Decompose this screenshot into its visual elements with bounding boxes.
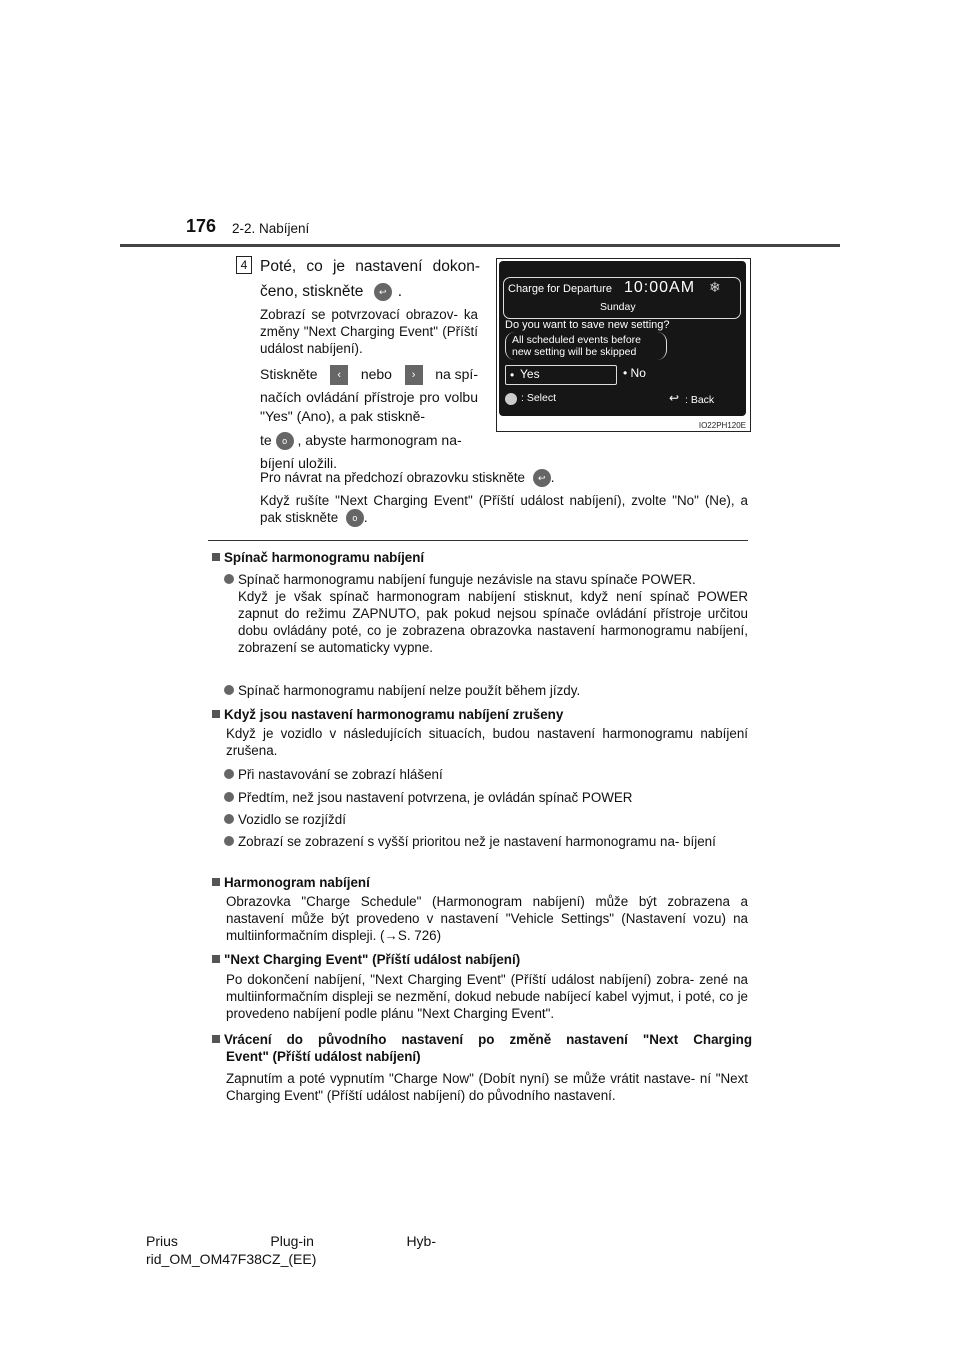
instruction-line: bíjení uložili. xyxy=(260,455,338,471)
back-arrow-icon: ↩ xyxy=(669,391,680,405)
back-note-text: Pro návrat na předchozí obrazovku stiskněte xyxy=(260,470,525,485)
bullet-dot-icon xyxy=(224,769,234,779)
footer-word: Plug-in xyxy=(270,1233,314,1249)
back-note-text: . xyxy=(550,470,555,485)
bullet-dot-icon xyxy=(224,814,234,824)
bullet-text: Při nastavování se zobrazí hlášení xyxy=(238,767,443,782)
climate-icon: ❄ xyxy=(709,279,721,295)
section-paragraph: Když je vozidlo v následujících situacích, budou nastavení harmonogramu nabíjení zrušena. xyxy=(226,726,748,758)
back-arrow-icon: ↩ xyxy=(533,469,551,487)
step-text-fragment: čeno, stiskněte xyxy=(260,283,364,300)
instruction-fragment: na spí- xyxy=(435,366,478,382)
section-paragraph: Obrazovka "Charge Schedule" (Harmonogram nabíjení) může být zobrazena a nastavení může být provedeno v nastavení "Vehicle Settings" (Nastavení vozu) na multiinformačním displeji. (→S. 726) xyxy=(226,894,748,943)
step-line: Poté, co je nastavení dokon- xyxy=(260,258,480,275)
bullet-dot-icon xyxy=(224,836,234,846)
section-heading xyxy=(212,549,752,566)
cancel-note xyxy=(260,492,748,527)
step-text xyxy=(260,254,480,304)
select-knob-icon xyxy=(505,393,517,405)
footer-line xyxy=(146,1232,436,1250)
select-hint: : Select xyxy=(521,392,557,404)
bullet-text: Zobrazí se zobrazení s vyšší prioritou než je nastavení harmonogramu na- bíjení xyxy=(238,834,716,849)
chevron-left-icon: ‹ xyxy=(330,365,348,385)
instruction-line xyxy=(260,363,478,386)
step-number: 4 xyxy=(236,256,252,274)
instruction-fragment: , abyste harmonogram na- xyxy=(297,432,462,448)
instruction-line: načích ovládání přístroje pro volbu "Yes" (Ano), a pak stiskně- xyxy=(260,389,478,424)
section-divider xyxy=(208,540,748,541)
bullet-paragraph: Spínač harmonogramu nabíjení funguje nezávisle na stavu spínače POWER. xyxy=(238,572,696,587)
footer-word: Hyb- xyxy=(406,1233,436,1249)
square-bullet-icon xyxy=(212,710,220,718)
bullet-text xyxy=(238,571,748,656)
cancel-note-text: Když rušíte "Next Charging Event" (Příští událost nabíjení), zvolte "No" (Ne), a pak stiskněte xyxy=(260,493,748,525)
square-bullet-icon xyxy=(212,1035,220,1043)
enter-knob-icon: o xyxy=(346,509,364,527)
section-title: 2-2. Nabíjení xyxy=(232,221,310,236)
screen-day: Sunday xyxy=(600,301,636,313)
screen-note-line: All scheduled events before xyxy=(512,334,641,346)
bullet-text: Vozidlo se rozjíždí xyxy=(238,812,346,827)
header-rule xyxy=(120,244,840,247)
bullet-paragraph: Když je však spínač harmonogram nabíjení stisknut, když není spínač POWER zapnut do režimu ZAPNUTO, pak pokud nejsou spínače ovládání přístroje určitou dobu ovládány poté, co je zobrazena obrazovka nastavení harmonogramu nabíjení, zobrazení se automaticky vypne. xyxy=(238,589,748,655)
screen-title: Charge for Departure xyxy=(508,283,612,295)
display-screen xyxy=(499,261,746,416)
section-heading xyxy=(212,1031,752,1065)
instruction xyxy=(260,363,478,475)
section-heading-text: Spínač harmonogramu nabíjení xyxy=(224,550,425,565)
bullet-dot-icon xyxy=(224,792,234,802)
back-hint: : Back xyxy=(685,394,715,406)
bullet-text: Spínač harmonogramu nabíjení nelze použít během jízdy. xyxy=(238,683,581,698)
section-heading xyxy=(212,951,752,968)
display-illustration xyxy=(496,258,751,432)
instruction-line xyxy=(260,429,478,452)
section-heading-text: Vrácení do původního nastavení po změně nastavení "Next Charging xyxy=(224,1032,752,1047)
footer-word: Prius xyxy=(146,1233,178,1249)
section-heading-line: Event" (Příští událost nabíjení) xyxy=(226,1049,421,1064)
footer xyxy=(146,1232,436,1268)
no-option[interactable]: • No xyxy=(623,366,646,380)
section-heading-text: Když jsou nastavení harmonogramu nabíjení zrušeny xyxy=(224,707,564,722)
section-paragraph: Zapnutím a poté vypnutím "Charge Now" (Dobít nyní) se může vrátit nastave- ní "Next Charging Event" (Příští událost nabíjení) do původního nastavení. xyxy=(226,1071,748,1103)
illustration-code: IO22PH120E xyxy=(698,421,746,430)
back-note xyxy=(260,469,750,487)
bullet-dot-icon xyxy=(224,574,234,584)
step-text-fragment: . xyxy=(397,283,403,300)
section-heading xyxy=(212,706,752,723)
step-line xyxy=(260,279,480,304)
yes-label: Yes xyxy=(520,367,540,381)
screen-note-line: new setting will be skipped xyxy=(512,346,637,358)
square-bullet-icon xyxy=(212,553,220,561)
back-arrow-icon: ↩ xyxy=(374,283,392,301)
no-label: No xyxy=(630,366,646,380)
instruction-fragment: nebo xyxy=(360,366,392,382)
chevron-right-icon: › xyxy=(405,365,423,385)
yes-option[interactable]: • Yes xyxy=(505,365,617,385)
screen-question: Do you want to save new setting? xyxy=(505,319,670,331)
square-bullet-icon xyxy=(212,878,220,886)
section-heading-text: "Next Charging Event" (Příští událost nabíjení) xyxy=(224,952,521,967)
screen-note xyxy=(512,334,641,358)
footer-line: rid_OM_OM47F38CZ_(EE) xyxy=(146,1251,317,1267)
square-bullet-icon xyxy=(212,955,220,963)
section-heading-line xyxy=(212,1031,752,1048)
bullet-dot-icon xyxy=(224,685,234,695)
section-paragraph: Po dokončení nabíjení, "Next Charging Event" (Příští událost nabíjení) zobra- zené na multiinformačním displeji se nezmění, dokud nebude nabíjecí kabel vyjmut, i poté, co je provedeno nabíjení podle plánu "Next Charging Event". xyxy=(226,972,748,1021)
result-text: Zobrazí se potvrzovací obrazov- ka změny "Next Charging Event" (Příští událost nabíjení). xyxy=(260,307,478,356)
enter-knob-icon: o xyxy=(276,432,294,450)
section-heading xyxy=(212,874,752,891)
screen-time: 10:00AM xyxy=(624,279,696,296)
instruction-fragment: te xyxy=(260,432,272,448)
page-number: 176 xyxy=(186,216,217,236)
bullet-text: Předtím, než jsou nastavení potvrzena, je ovládán spínač POWER xyxy=(238,790,633,805)
instruction-fragment: Stiskněte xyxy=(260,366,318,382)
cancel-note-text: . xyxy=(363,510,368,525)
section-heading-text: Harmonogram nabíjení xyxy=(224,875,370,890)
